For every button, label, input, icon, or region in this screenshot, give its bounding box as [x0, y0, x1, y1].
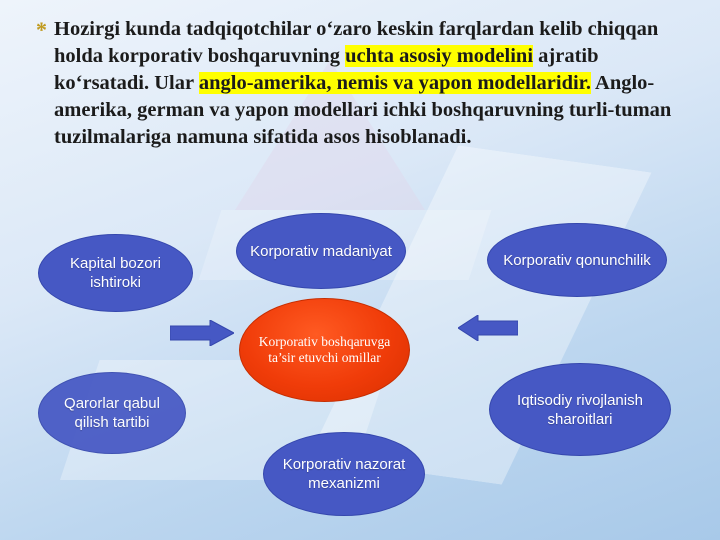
slide-paragraph — [36, 16, 696, 151]
node-korporativ-qonunchilik[interactable] — [487, 223, 667, 297]
node-korporativ-madaniyat[interactable] — [236, 213, 406, 289]
node-label: Kapital bozori ishtiroki — [70, 255, 161, 291]
highlighted-text-run: uchta asosiy modelini — [345, 45, 534, 67]
node-label: Qarorlar qabul qilish tartibi — [64, 395, 160, 431]
center-node-label: Korporativ boshqaruvga ta’sir etuvchi omillar — [258, 334, 391, 365]
node-kapital-bozori-ishtiroki[interactable] — [38, 234, 193, 312]
paragraph-text — [54, 16, 696, 151]
node-qarorlar-qabul-qilish-tartibi[interactable] — [38, 372, 186, 454]
arrow-right-pointing-icon — [170, 320, 234, 346]
text-run: ajratib ko‘rsatadi. Ular — [54, 45, 599, 94]
node-center-korporativ-boshqaruvga-tasir-etuvchi-omillar[interactable] — [239, 298, 410, 402]
node-label: Korporativ madaniyat — [250, 242, 392, 260]
node-label: Korporativ qonunchilik — [503, 251, 651, 269]
node-iqtisodiy-rivojlanish-sharoitlari[interactable] — [489, 363, 671, 456]
text-run: Anglo-amerika, german va yapon modellari ichki boshqaruvning turli-tuman tuzilmalariga namuna sifatida asos hisoblanadi. — [54, 72, 672, 148]
node-label: Iqtisodiy rivojlanish sharoitlari — [517, 391, 643, 428]
bullet-star-icon: * — [36, 17, 47, 42]
text-run: Hozirgi kunda tadqiqotchilar o‘zaro keskin farqlardan kelib chiqqan holda korporativ boshqaruvning — [54, 18, 659, 67]
node-label: Korporativ nazorat mexanizmi — [282, 456, 406, 492]
node-korporativ-nazorat-mexanizmi[interactable] — [263, 432, 425, 516]
highlighted-text-run: anglo-amerika, nemis va yapon modellaridir. — [198, 72, 592, 94]
arrow-left-pointing-icon — [458, 315, 518, 341]
